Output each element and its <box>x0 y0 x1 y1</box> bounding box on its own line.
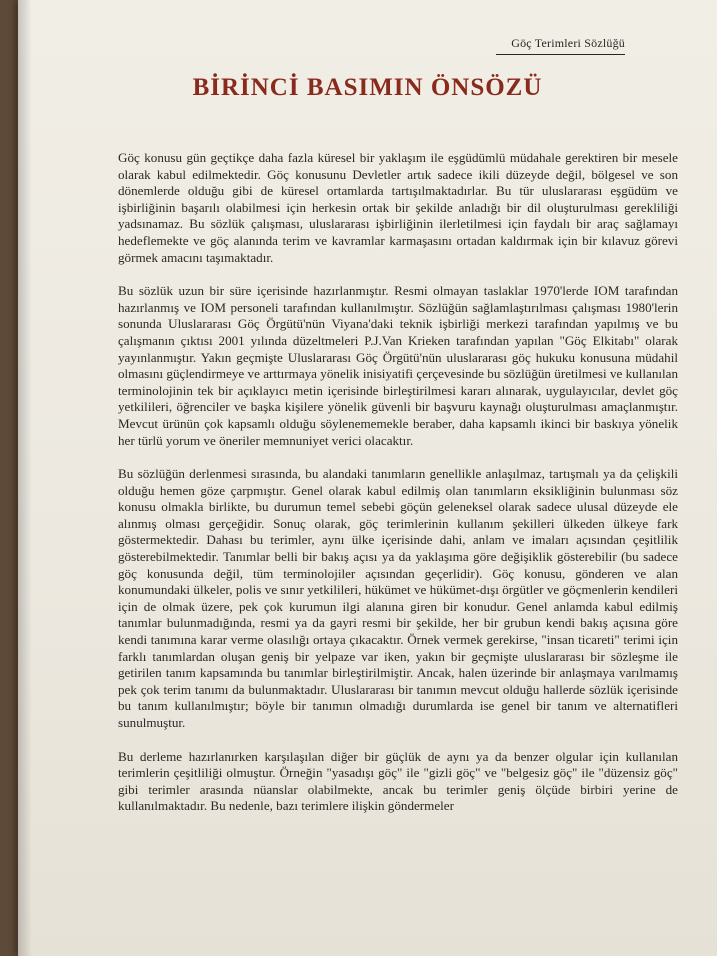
paragraph-1: Göç konusu gün geçtikçe daha fazla küresel bir yaklaşım ile eşgüdümlü müdahale gerektiren bir mesele olarak kabul edilmektedir. Göç konusunu Devletler artık sadece ikili düzeyde değil, bölgesel ve son dönemlerde olduğu gibi de küresel ortamlarda tartışılmaktadırlar. Bu tür uluslararası eşgüdüm ve işbirliğinin başarılı olabilmesi için herkesin ortak bir şekilde anladığı bir dil oluşturulması gerekliliği yadsınamaz. Bu sözlük çalışması, uluslararası işbirliğinin ilerletilmesi için faydalı bir araç sağlamayı hedeflemekte ve göç alanında terim ve kavramlar karmaşasını ortadan kaldırmak için bir kılavuz görevi görmek amacını taşımaktadır. <box>118 150 678 265</box>
paragraph-3: Bu sözlüğün derlenmesi sırasında, bu alandaki tanımların genellikle anlaşılmaz, tartışmalı ya da çelişkili olduğu hemen göze çarpmıştır. Genel olarak kabul edilmiş olan tanımların eksikliğinin bulunması söz konusu olmakla birlikte, bu durumun temel sebebi göçün geleneksel olarak sadece ulusal düzeyde ele alınmış olması gerçeğidir. Sonuç olarak, göç terimlerinin kullanım şekilleri ülkeden ülkeye fark göstermektedir. Dahası bu terimler, aynı ülke içerisinde dahi, anlam ve imaları açısından çeşitlilik gösterebilmektedir. Tanımlar belli bir bakış açısı ya da yaklaşıma göre değişiklik gösterebilir (bu sadece göç konusunda değil, tüm terminolojiler açısından geçerlidir). Göç konusu, gönderen ve alan konumundaki ülkeler, polis ve sınır yetkilileri, hükümet ve hükümet-dışı örgütler ve göçmenlerin kendileri için de olmak üzere, pek çok kurumun ilgi alanına giren bir konudur. Genel anlamda kabul edilmiş tanımlar bulunmadığında, resmi ya da gayri resmi bir şekilde, her bir grubun kendi bakış açısına göre kendi tanımına karar verme olasılığı ortaya çıkacaktır. Örnek vermek gerekirse, "insan ticareti" terimi için farklı tanımlardan oluşan geniş bir yelpaze var iken, yakın bir geçmişte uluslararası bir sözleşme ile getirilen tanım kapsamında bu tanımlar birleştirilmiştir. Ancak, halen üzerinde bir anlaşmaya varılmamış pek çok terim tanımı da bulunmaktadır. Uluslararası bir tanımın mevcut olduğu hallerde sözlük içerisinde bu tanım kullanılmıştır; böyle bir tanımın olmadığı durumlarda ise genel bir tanım ve alternatifleri sunulmuştur. <box>118 466 678 730</box>
book-page <box>18 0 717 956</box>
paragraph-2: Bu sözlük uzun bir süre içerisinde hazırlanmıştır. Resmi olmayan taslaklar 1970'lerde IOM tarafından hazırlanmış ve IOM personeli tarafından kullanılmıştır. Sözlüğün sağlamlaştırılması çalışması 1980'lerin sonunda Uluslararası Göç Örgütü'nün Viyana'daki teknik işbirliği merkezi tarafından yapılmış ve bu çalışmanın çıktısı 2001 yılında düzeltmeleri P.J.Van Krieken tarafından yapılan "Göç Elkitabı" olarak yayınlanmıştır. Yakın geçmişte Uluslararası Göç Örgütü'nün uluslararası göç hukuku konusuna müdahil olmasını güçlendirmeye ve arttırmaya yönelik inisiyatifi çerçevesinde bu sözlüğün üretilmesi ve kullanılan terminolojinin tek bir açıklayıcı metin içerisinde birleştirilmesi kararı alınarak, uygulayıcılar, devlet göç yetkilileri, öğrenciler ve başka kişilere yönelik güvenli bir başvuru kaynağı oluşturulması amaçlanmıştır. Mevcut ürünün çok kapsamlı olduğu söylenememekle beraber, daha kapsamlı ikinci bir baskıya yönelik her türlü yorum ve öneriler memnuniyet verici olacaktır. <box>118 283 678 448</box>
body-text <box>118 150 678 832</box>
page-title: BİRİNCİ BASIMIN ÖNSÖZÜ <box>192 74 543 101</box>
paragraph-4: Bu derleme hazırlanırken karşılaşılan diğer bir güçlük de aynı ya da benzer olgular için kullanılan terimlerin çeşitliliği olmuştur. Örneğin "yasadışı göç" ile "gizli göç" ve "belgesiz göç" ile "düzensiz göç" gibi terimler arasında nüanslar olabilmekte, ancak bu terimler geniş ölçüde birbiri yerine de kullanılmaktadır. Bu nedenle, bazı terimlere ilişkin göndermeler <box>118 748 678 814</box>
header-rule <box>496 54 625 55</box>
running-header: Göç Terimleri Sözlüğü <box>511 36 625 50</box>
